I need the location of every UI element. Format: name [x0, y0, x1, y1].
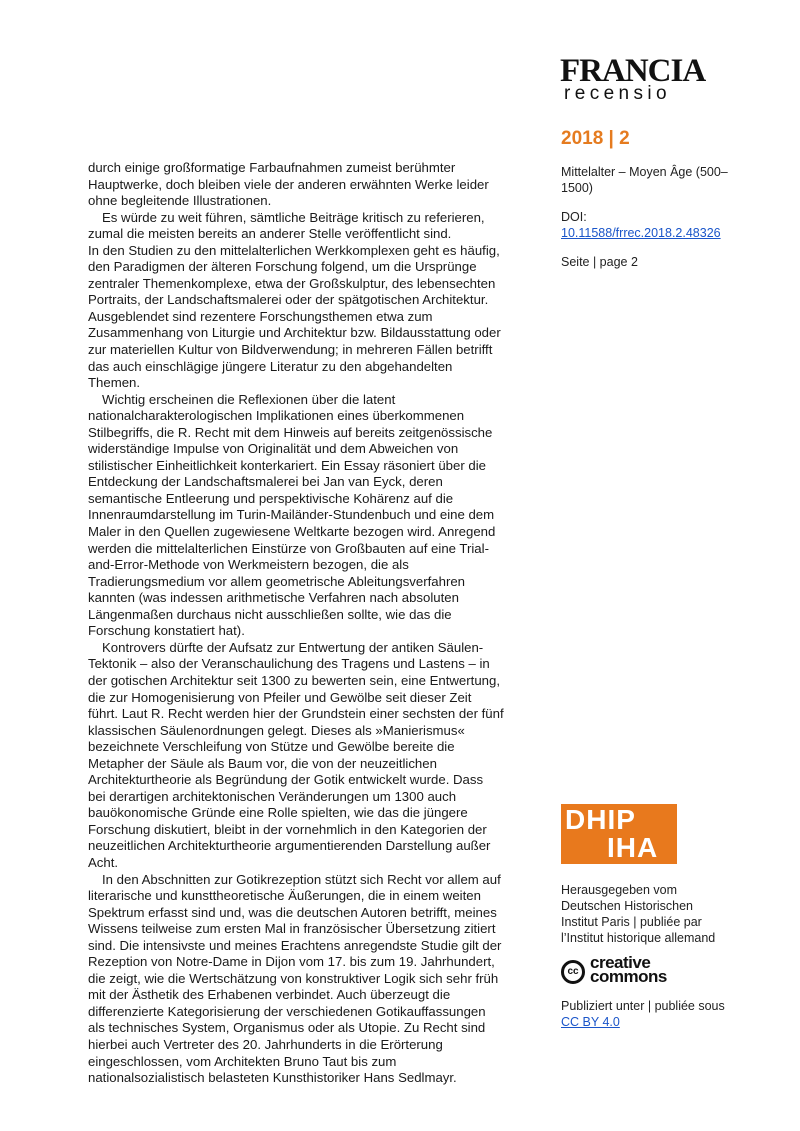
cc-word-2: commons — [590, 967, 667, 986]
period-label: Mittelalter – Moyen Âge (500–1500) — [561, 165, 728, 195]
paragraph: Es würde zu weit führen, sämtliche Beiträge kritisch zu referieren, zumal die meisten bereits an anderer Stelle veröffentlicht sind. — [88, 209, 485, 242]
paragraph: durch einige großformatige Farbaufnahmen zumeist berühmter Hauptwerke, doch bleiben viele der anderen erwähnten Werke leider ohne begleitende Illustrationen. — [88, 160, 489, 209]
license-block — [561, 998, 731, 1030]
doi-label: DOI: — [561, 210, 587, 224]
page-number: Seite | page 2 — [561, 255, 638, 269]
dhip-logo-line2: IHA — [607, 832, 659, 863]
dhip-logo-line1: DHIP — [565, 804, 636, 835]
article-body — [88, 160, 504, 1087]
logo-subtitle: recensio — [564, 83, 672, 104]
doi-block — [561, 209, 731, 241]
creative-commons-logo — [561, 953, 691, 990]
cc-icon: cc — [561, 960, 585, 984]
license-label: Publiziert unter | publiée sous — [561, 999, 725, 1013]
paragraph: Wichtig erscheinen die Reflexionen über die latent nationalcharakterologischen Implikationen eines überkommenen Stilbegriffs, die R. Recht mit dem Hinweis auf bereits zeitgenössische widerständige Impulse von Originalität und dem Abweichen von stilistischer Einheitlichkeit konterkariert. Ein Essay räsoniert über die Entdeckung der Landschaftsmalerei bei Jan van Eyck, deren semantische Entleerung und perspektivische Kohärenz auf die Innenraumdarstellung im Turin-Mailänder-Stundenbuch und eine dem Maler in den Quellen zugewiesene Weltkarte bezogen wird. Anregend werden die mittelalterlichen Einstürze von Großbauten auf eine Trial-and-Error-Methode von Werkmeistern bezogen, die als Tradierungsmedium vor allem geometrische Ableitungsverfahren kannten (was indessen arithmetische Verfahren nach absoluten Längenmaßen durchaus nicht ausschließen sollte, wie das die Forschung konstatiert hat). — [88, 391, 496, 639]
issue-number: 2018 | 2 — [561, 128, 630, 149]
publisher-note: Herausgegeben vom Deutschen Historischen Institut Paris | publiée par l’Institut historique allemand — [561, 883, 716, 945]
cc-word-1: creative — [590, 953, 651, 972]
cc-wordmark — [590, 953, 667, 986]
logo-title: FRANCIA — [560, 53, 706, 89]
license-link[interactable]: CC BY 4.0 — [561, 1015, 620, 1029]
paragraph: In den Studien zu den mittelalterlichen Werkkomplexen geht es häufig, den Paradigmen der älteren Forschung folgend, um die Ursprünge zentraler Themenkomplexe, etwa der Großskulptur, des lebensechten Portraits, der Landschaftsmalerei oder der spätgotischen Architektur. Ausgeblendet sind rezentere Forschungsthemen etwa zum Zusammenhang von Liturgie und Architektur bzw. Bildausstattung oder zur materiellen Kultur von Bildverwendung; in mehreren Fällen betrifft das auch einschlägige jüngere Literatur zu den abgehandelten Themen. — [88, 242, 501, 391]
doi-link[interactable]: 10.11588/frrec.2018.2.48326 — [561, 226, 721, 240]
paragraph: In den Abschnitten zur Gotikrezeption stützt sich Recht vor allem auf literarische und kunsttheoretische Äußerungen, die in einem weiten Spektrum erfasst sind und, was die deutschen Autoren betrifft, meines Wissens teilweise zum ersten Mal in französischer Übersetzung zitiert sind. Die intensivste und meines Erachtens anregendste Studie gilt der Rezeption von Notre-Dame in Dijon vom 17. bis zum 19. Jahrhundert, die zeigt, wie die Wertschätzung von konstruktiver Logik sich sehr früh mit der Ästhetik des Erhabenen verbindet. Auch überzeugt die differenzierte Kategorisierung der verschiedenen Gotikauffassungen als technisches System, Organismus oder als Utopie. Zu Recht sind hierbei auch Vertreter des 20. Jahrhunderts in die Erörterung eingeschlossen, vom Architekten Bruno Taut bis zum nationalsozialistisch belasteten Kunsthistoriker Hans Sedlmayr. — [88, 871, 502, 1086]
dhip-iha-logo — [561, 804, 677, 864]
francia-recensio-logo — [560, 53, 720, 104]
paragraph: Kontrovers dürfte der Aufsatz zur Entwertung der antiken Säulen-Tektonik – also der Veranschaulichung des Tragens und Lastens – in der gotischen Architektur seit 1300 zu bewerten sein, eine Entwertung, die zur Homogenisierung von Pfeiler und Gewölbe seit dieser Zeit führt. Laut R. Recht werden hier der Grundstein einer sechsten der fünf klassischen Säulenordnungen gelegt. Dieses als »Manierismus« bezeichnete Verschleifung von Stütze und Gewölbe bereite die Metapher der Säule als Baum vor, die von der neuzeitlichen Architekturtheorie als Begründung der Gotik entwickelt wurde. Dass bei derartigen architektonischen Veränderungen um 1300 auch bauökonomische Gründe eine Rolle spielten, wie das die jüngere Forschung diskutiert, bleibt in der vornehmlich in den Kategorien der neuzeitlichen Architekturtheorie argumentierenden Darstellung außer Acht. — [88, 639, 504, 870]
